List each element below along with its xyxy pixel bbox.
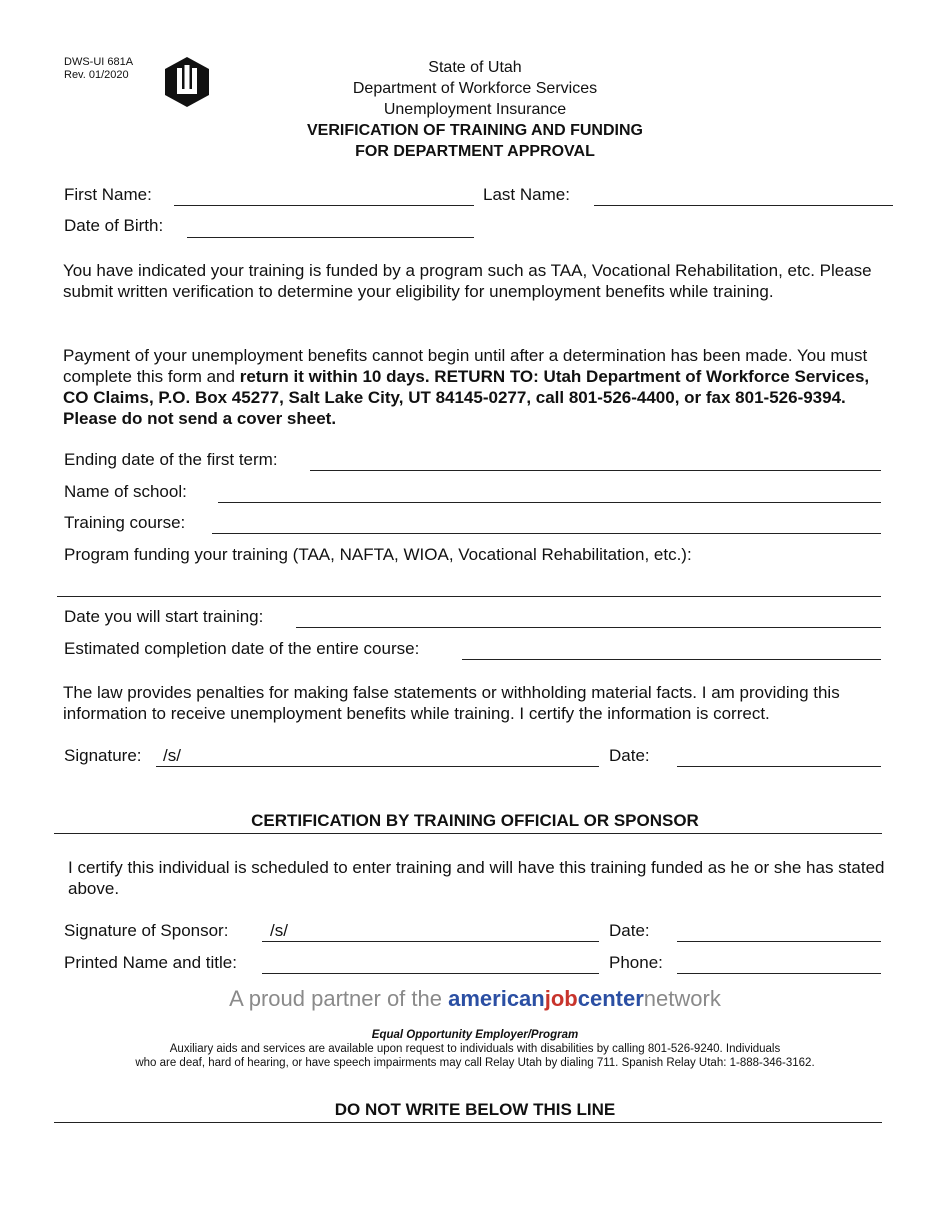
signature-date-label: Date: [609, 746, 650, 765]
form-id: DWS-UI 681A [64, 56, 134, 68]
header-department: Department of Workforce Services [352, 80, 598, 97]
sponsor-date-field[interactable] [677, 941, 881, 942]
do-not-write-notice: DO NOT WRITE BELOW THIS LINE [334, 1100, 616, 1119]
start-date-field[interactable] [296, 627, 881, 628]
start-date-label: Date you will start training: [64, 607, 264, 626]
sponsor-statement: I certify this individual is scheduled to enter training and will have this training funded as he or she has stated above. [68, 858, 885, 898]
last-name-field[interactable] [594, 205, 893, 206]
school-field[interactable] [218, 502, 881, 503]
page-header [0, 57, 950, 162]
ending-date-field[interactable] [310, 470, 881, 471]
sponsor-date-label: Date: [609, 921, 650, 940]
completion-date-label: Estimated completion date of the entire course: [64, 639, 420, 658]
sponsor-signature-field[interactable] [262, 941, 599, 942]
form-revision: Rev. 01/2020 [64, 69, 129, 81]
return-instructions-bold: return it within 10 days. RETURN TO: Utah Department of Workforce Services, CO Claims, P.O. Box 45277, Salt Lake City, UT 84145-0277, call 801-526-4400, or fax 801-526-9394. Please do not send a cover sheet. [63, 367, 870, 428]
return-instructions-text: Payment of your unemployment benefits cannot begin until after a determination has been made. You must complete this form and [63, 346, 868, 386]
signature-date-field[interactable] [677, 766, 881, 767]
header-state: State of Utah [428, 59, 522, 76]
phone-label: Phone: [609, 953, 663, 972]
signature-label: Signature: [64, 746, 142, 765]
return-instructions [63, 345, 893, 429]
partner-american: american [448, 986, 545, 1011]
header-program: Unemployment Insurance [383, 101, 567, 118]
printed-name-field[interactable] [262, 973, 599, 974]
accessibility-line-2: who are deaf, hard of hearing, or have speech impairments may call Relay Utah by dialing 711. Spanish Relay Utah: 1-888-346-3162. [135, 1057, 815, 1069]
eo-statement [0, 1028, 950, 1070]
course-label: Training course: [64, 513, 186, 532]
sponsor-section-divider [54, 833, 882, 834]
partner-center: center [577, 986, 644, 1011]
eo-title: Equal Opportunity Employer/Program [371, 1029, 579, 1041]
dob-field[interactable] [187, 237, 474, 238]
certification-statement: The law provides penalties for making false statements or withholding material facts. I am providing this information to receive unemployment benefits while training. I certify the information is correct. [63, 683, 840, 723]
funding-label: Program funding your training (TAA, NAFTA, WIOA, Vocational Rehabilitation, etc.): [64, 545, 692, 564]
printed-name-label: Printed Name and title: [64, 953, 237, 972]
page-title: VERIFICATION OF TRAINING AND FUNDING [307, 122, 643, 139]
accessibility-line-1: Auxiliary aids and services are available upon request to individuals with disabilities by calling 801-526-9240. Individuals [169, 1043, 781, 1055]
dob-label: Date of Birth: [64, 216, 164, 235]
partner-prefix: A proud partner of the [229, 986, 449, 1011]
ending-date-label: Ending date of the first term: [64, 450, 278, 469]
sponsor-signature-value: /s/ [270, 921, 288, 940]
school-label: Name of school: [64, 482, 187, 501]
last-name-label: Last Name: [483, 185, 570, 204]
partner-network: network [643, 986, 721, 1011]
phone-field[interactable] [677, 973, 881, 974]
course-field[interactable] [212, 533, 881, 534]
completion-date-field[interactable] [462, 659, 881, 660]
sponsor-signature-label: Signature of Sponsor: [64, 921, 229, 940]
first-name-field[interactable] [174, 205, 474, 206]
sponsor-section-title: CERTIFICATION BY TRAINING OFFICIAL OR SPONSOR [251, 811, 699, 830]
funding-field[interactable] [57, 596, 881, 597]
page-subtitle: FOR DEPARTMENT APPROVAL [355, 143, 595, 160]
partner-job: job [544, 986, 578, 1011]
signature-field[interactable] [156, 766, 599, 767]
ajc-partner-logo [0, 986, 950, 1012]
do-not-write-divider [54, 1122, 882, 1123]
signature-value: /s/ [163, 746, 181, 765]
first-name-label: First Name: [64, 185, 152, 204]
intro-paragraph: You have indicated your training is funded by a program such as TAA, Vocational Rehabilitation, etc. Please submit written verification to determine your eligibility for unemployment benefits while training. [63, 261, 872, 301]
